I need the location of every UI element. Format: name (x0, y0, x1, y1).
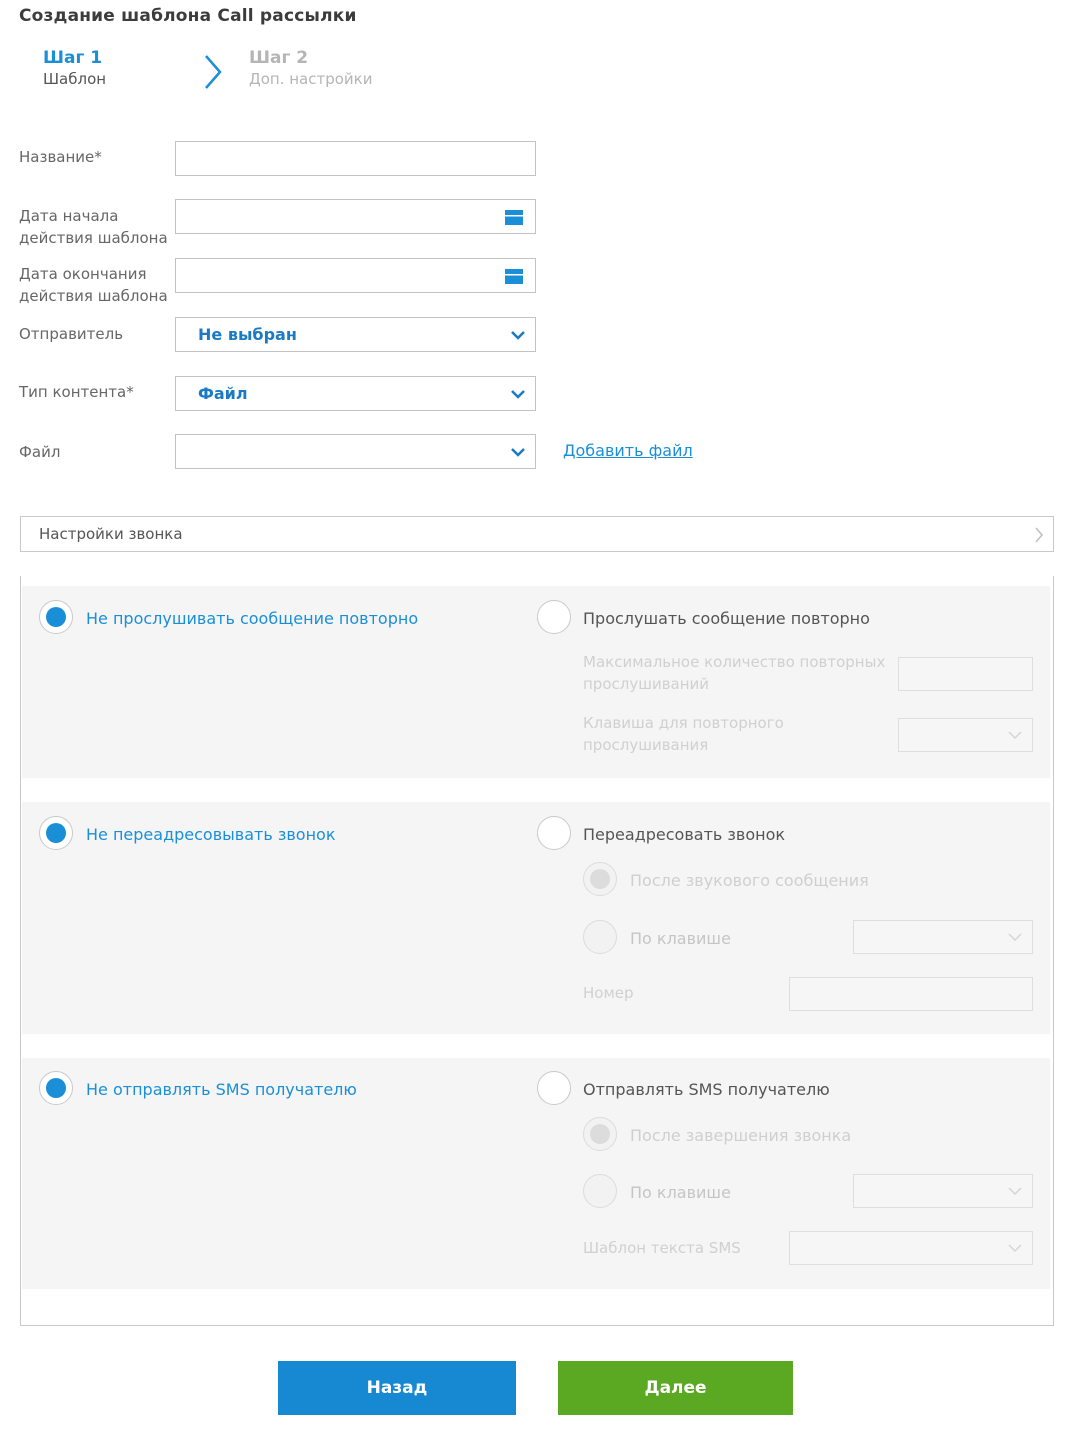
sms-on-radio[interactable] (537, 1071, 571, 1105)
replay-max-label-line2: прослушиваний (583, 675, 710, 693)
replay-key-label-line1: Клавиша для повторного (583, 714, 784, 732)
sms-after-call-label[interactable]: После завершения звонка (630, 1126, 852, 1145)
redirect-after-sound-label[interactable]: После звукового сообщения (630, 871, 869, 890)
sms-by-key-radio[interactable] (583, 1174, 617, 1208)
next-button[interactable]: Далее (558, 1361, 793, 1415)
replay-on-radio[interactable] (537, 600, 571, 634)
step-1-title: Шаг 1 (43, 48, 103, 68)
sms-by-key-label[interactable]: По клавише (630, 1183, 731, 1202)
file-label: Файл (19, 443, 61, 461)
end-date-label (19, 263, 168, 307)
chevron-down-icon (1006, 726, 1024, 744)
name-input[interactable] (175, 141, 536, 176)
calendar-icon[interactable] (504, 208, 524, 226)
step-2[interactable] (249, 48, 372, 88)
replay-max-label-line1: Максимальное количество повторных (583, 653, 886, 671)
chevron-down-icon (509, 443, 527, 461)
step-2-title: Шаг 2 (249, 48, 309, 68)
sender-label: Отправитель (19, 325, 124, 343)
replay-on-label[interactable]: Прослушать сообщение повторно (583, 609, 870, 628)
replay-key-label-line2: прослушивания (583, 736, 709, 754)
chevron-down-icon (509, 385, 527, 403)
redirect-off-radio[interactable] (39, 816, 73, 850)
add-file-link[interactable]: Добавить файл (563, 441, 693, 460)
back-button[interactable]: Назад (278, 1361, 516, 1415)
sender-value: Не выбран (198, 325, 297, 344)
sms-template-label: Шаблон текста SMS (583, 1239, 741, 1257)
replay-max-label (583, 651, 885, 695)
calendar-icon[interactable] (504, 267, 524, 285)
chevron-down-icon (1006, 1239, 1024, 1257)
replay-off-radio[interactable] (39, 600, 73, 634)
step-1[interactable] (43, 48, 106, 88)
redirect-key-select[interactable] (853, 920, 1033, 954)
redirect-on-label[interactable]: Переадресовать звонок (583, 825, 786, 844)
file-select[interactable] (175, 434, 536, 469)
start-date-input[interactable] (175, 199, 536, 234)
page-title: Создание шаблона Call рассылки (19, 6, 357, 26)
step-1-subtitle: Шаблон (43, 70, 107, 88)
start-date-label-line2: действия шаблона (19, 229, 168, 247)
redirect-by-key-label[interactable]: По клавише (630, 929, 731, 948)
redirect-on-radio[interactable] (537, 816, 571, 850)
redirect-off-label[interactable]: Не переадресовывать звонок (86, 825, 336, 844)
replay-key-label (583, 712, 784, 756)
sender-select[interactable] (175, 317, 536, 352)
sms-after-call-radio[interactable] (583, 1117, 617, 1151)
step-2-subtitle: Доп. настройки (249, 70, 373, 88)
chevron-right-icon (1033, 526, 1045, 544)
chevron-down-icon (509, 326, 527, 344)
start-date-label-line1: Дата начала (19, 207, 119, 225)
content-type-select[interactable] (175, 376, 536, 411)
content-type-label: Тип контента* (19, 383, 134, 401)
name-label: Название* (19, 148, 102, 166)
end-date-label-line2: действия шаблона (19, 287, 168, 305)
start-date-label (19, 205, 168, 249)
sms-off-label[interactable]: Не отправлять SMS получателю (86, 1080, 357, 1099)
replay-off-label[interactable]: Не прослушивать сообщение повторно (86, 609, 419, 628)
end-date-label-line1: Дата окончания (19, 265, 147, 283)
sms-template-select[interactable] (789, 1231, 1033, 1265)
replay-max-input[interactable] (898, 657, 1033, 691)
redirect-after-sound-radio[interactable] (583, 862, 617, 896)
sms-key-select[interactable] (853, 1174, 1033, 1208)
redirect-by-key-radio[interactable] (583, 920, 617, 954)
call-settings-title: Настройки звонка (39, 525, 183, 543)
call-settings-header[interactable] (20, 516, 1054, 552)
replay-key-select[interactable] (898, 718, 1033, 752)
content-type-value: Файл (198, 384, 248, 403)
sms-on-label[interactable]: Отправлять SMS получателю (583, 1080, 830, 1099)
end-date-input[interactable] (175, 258, 536, 293)
chevron-right-icon (203, 54, 223, 90)
chevron-down-icon (1006, 928, 1024, 946)
sms-off-radio[interactable] (39, 1071, 73, 1105)
chevron-down-icon (1006, 1182, 1024, 1200)
redirect-number-label: Номер (583, 984, 634, 1002)
redirect-number-input[interactable] (789, 977, 1033, 1011)
